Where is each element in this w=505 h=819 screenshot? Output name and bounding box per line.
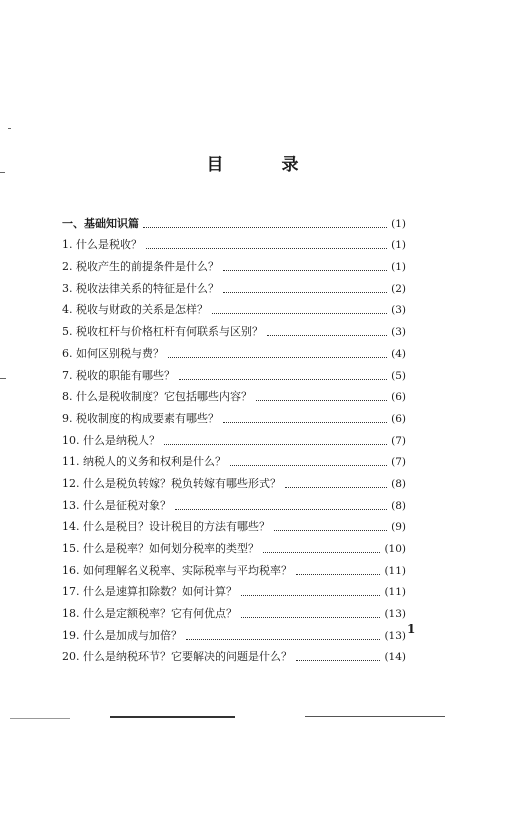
toc-entry-label: 12. 什么是税负转嫁？税负转嫁有哪些形式？	[62, 476, 281, 490]
toc-entry	[62, 383, 406, 405]
toc-entry	[62, 621, 406, 643]
toc-entry-label: 8. 什么是税收制度？它包括哪些内容？	[62, 390, 252, 404]
toc-entry-page: (6)	[391, 391, 406, 404]
toc-leader-dots	[296, 574, 380, 575]
toc-entry	[62, 534, 406, 556]
toc-leader-dots	[267, 335, 387, 336]
toc-leader-dots	[296, 660, 380, 661]
toc-entry-label: 10. 什么是纳税人？	[62, 433, 160, 447]
toc-entry-label: 16. 如何理解名义税率、实际税率与平均税率？	[62, 563, 292, 577]
toc-entry	[62, 296, 406, 318]
toc-entry	[62, 469, 406, 491]
scan-artifact	[8, 128, 11, 129]
toc-entry-label: 20. 什么是纳税环节？它要解决的问题是什么？	[62, 650, 292, 664]
toc-entry	[62, 361, 406, 383]
toc-entry-page: (1)	[391, 261, 406, 274]
toc-entry-label: 6. 如何区别税与费？	[62, 346, 164, 360]
toc-entry-page: (8)	[391, 499, 406, 512]
toc-leader-dots	[256, 400, 387, 401]
toc-entry-page: (5)	[391, 369, 406, 382]
toc-entry	[62, 643, 406, 665]
toc-leader-dots	[164, 444, 387, 445]
toc-entry-label: 9. 税收制度的构成要素有哪些？	[62, 411, 219, 425]
scan-artifact	[10, 718, 70, 719]
toc-leader-dots	[146, 248, 387, 249]
toc-entry-page: (9)	[391, 521, 406, 534]
toc-leader-dots	[223, 422, 387, 423]
toc-leader-dots	[223, 270, 387, 271]
toc-entry	[62, 317, 406, 339]
toc-entry-page: (10)	[384, 543, 406, 555]
toc-entry	[62, 231, 406, 253]
scan-artifact	[305, 716, 445, 717]
toc-entry-page: (3)	[391, 304, 406, 317]
toc-leader-dots	[212, 313, 387, 314]
toc-entry-label: 7. 税收的职能有哪些？	[62, 368, 175, 382]
toc-entry-page: (11)	[384, 564, 406, 577]
toc-leader-dots	[263, 552, 380, 553]
toc-entry	[62, 599, 406, 621]
toc-leader-dots	[175, 509, 387, 510]
toc-entry-page: (6)	[391, 412, 406, 425]
toc-entry-page: (13)	[384, 608, 406, 621]
toc-entry	[62, 578, 406, 600]
toc-leader-dots	[223, 292, 387, 293]
toc-entry-page: (11)	[384, 586, 406, 599]
toc-entry-page: (7)	[391, 434, 406, 447]
toc-entry-label: 一、基础知识篇	[62, 216, 139, 230]
toc-entry-label: 17. 什么是速算扣除数？如何计算？	[62, 585, 237, 599]
toc-entry-page: (2)	[391, 282, 406, 295]
toc-entry-label: 14. 什么是税目？设计税目的方法有哪些？	[62, 520, 270, 534]
toc-leader-dots	[285, 487, 387, 488]
toc-entry-page: (13)	[384, 629, 406, 642]
toc-entry-page: (8)	[391, 477, 406, 490]
toc-leader-dots	[143, 227, 387, 228]
toc-leader-dots	[230, 465, 387, 466]
toc-entry-label: 19. 什么是加成与加倍？	[62, 628, 182, 642]
toc-entry-label: 1. 什么是税收？	[62, 238, 142, 252]
toc-entry-label: 11. 纳税人的义务和权利是什么？	[62, 455, 226, 469]
toc-leader-dots	[241, 595, 380, 596]
toc-entry-page: (14)	[384, 651, 406, 664]
toc-entry	[62, 513, 406, 535]
toc-entry	[62, 426, 406, 448]
scan-artifact	[0, 378, 6, 379]
toc-entry	[62, 339, 406, 361]
toc-leader-dots	[241, 617, 380, 618]
page-number: 1	[407, 622, 416, 636]
toc-entry	[62, 556, 406, 578]
toc-entry	[62, 448, 406, 470]
table-of-contents	[62, 209, 406, 664]
toc-leader-dots	[179, 379, 387, 380]
toc-entry-page: (3)	[391, 326, 406, 339]
toc-entry	[62, 209, 406, 231]
toc-entry-label: 4. 税收与财政的关系是怎样？	[62, 303, 208, 317]
toc-entry-label: 15. 什么是税率？如何划分税率的类型？	[62, 542, 259, 555]
toc-entry-label: 3. 税收法律关系的特征是什么？	[62, 281, 219, 295]
toc-leader-dots	[168, 357, 387, 358]
toc-entry-page: (7)	[391, 456, 406, 469]
toc-entry-label: 2. 税收产生的前提条件是什么？	[62, 260, 219, 274]
toc-entry	[62, 274, 406, 296]
toc-entry	[62, 491, 406, 513]
scan-artifact	[0, 172, 5, 173]
toc-entry-page: (4)	[391, 347, 406, 360]
toc-leader-dots	[186, 639, 380, 640]
toc-entry-label: 18. 什么是定额税率？它有何优点？	[62, 607, 237, 621]
toc-entry	[62, 252, 406, 274]
toc-entry	[62, 404, 406, 426]
toc-entry-label: 13. 什么是征税对象？	[62, 498, 171, 512]
toc-entry-label: 5. 税收杠杆与价格杠杆有何联系与区别？	[62, 325, 263, 339]
toc-entry-page: (1)	[391, 217, 406, 230]
toc-entry-page: (1)	[391, 239, 406, 252]
page-title: 目 录	[206, 155, 325, 175]
scan-artifact	[110, 716, 235, 718]
toc-leader-dots	[274, 530, 387, 531]
